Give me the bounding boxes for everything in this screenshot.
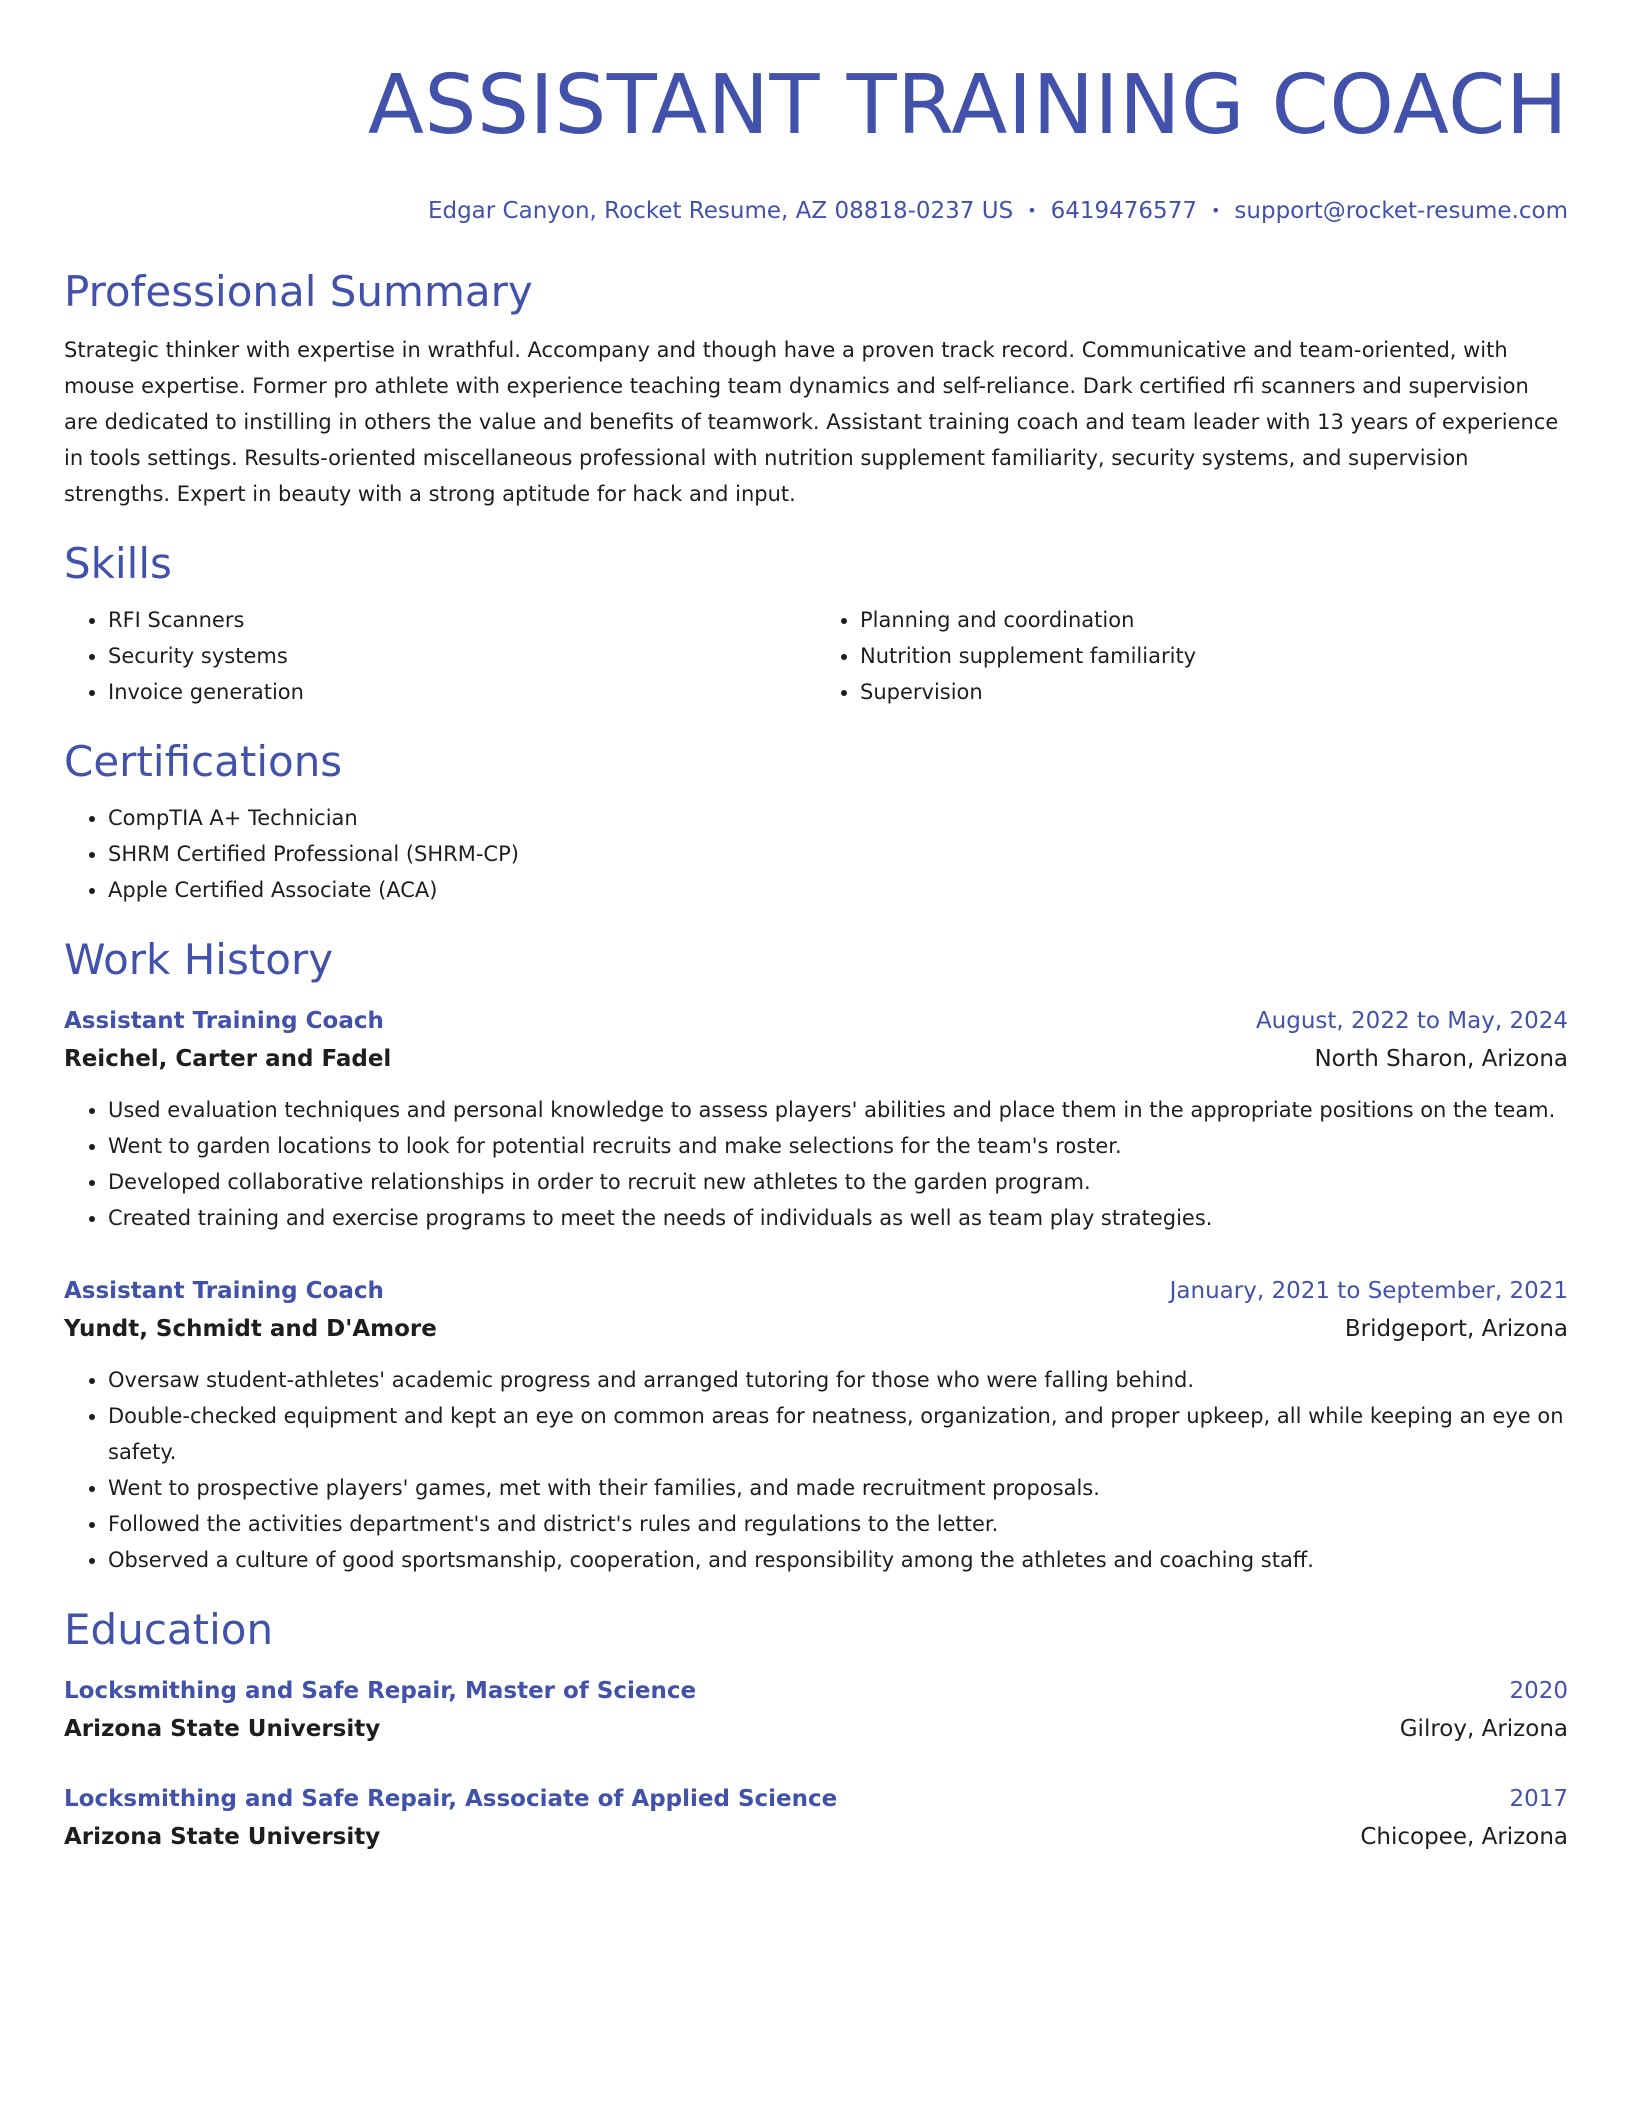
skills-section [64,538,1568,710]
skills-list-left [64,602,816,710]
certifications-section [64,736,1568,908]
job-location: North Sharon, Arizona [1314,1046,1568,1072]
job-duties-list [64,1092,1568,1236]
job-header-row [64,1272,1568,1310]
skills-list-right [816,602,1568,710]
education-year: 2020 [1509,1678,1568,1704]
job-company: Reichel, Carter and Fadel [64,1046,392,1072]
certification-item: • Apple Certified Associate (ACA) [108,872,1568,908]
job-company: Yundt, Schmidt and D'Amore [64,1316,437,1342]
job-duty: • Observed a culture of good sportsmanship, cooperation, and responsibility among the athletes and coaching staff. [108,1542,1568,1578]
resume-header [64,0,1568,226]
education-degree-row [64,1672,1568,1710]
skill-item: • Security systems [108,638,816,674]
skill-item: • Supervision [860,674,1568,710]
summary-text: Strategic thinker with expertise in wrathful. Accompany and though have a proven track record. Communicative and team-oriented, with mouse expertise. Former pro athlete with experience teaching team dynamics and self-reliance. Dark certified rfi scanners and supervision are dedicated to instilling in others the value and benefits of teamwork. Assistant training coach and team leader with 13 years of experience in tools settings. Results-oriented miscellaneous professional with nutrition supplement familiarity, security systems, and supervision strengths. Expert in beauty with a strong aptitude for hack and input. [64,338,1559,506]
candidate-title: ASSISTANT TRAINING COACH [367,58,1568,153]
section-title-skills: Skills [64,539,172,588]
skills-columns [64,602,1568,710]
job-duty: • Went to garden locations to look for potential recruits and make selections for the team's roster. [108,1128,1568,1164]
contact-address: Edgar Canyon, Rocket Resume, AZ 08818-0237 US [427,198,1014,224]
job-company-row [64,1310,1568,1348]
job-company-row [64,1040,1568,1078]
skill-item: • RFI Scanners [108,602,816,638]
job-title: Assistant Training Coach [64,1278,384,1304]
education-school-row [64,1710,1568,1748]
job-location: Bridgeport, Arizona [1344,1316,1568,1342]
job-duties-list [64,1362,1568,1578]
job-dates: August, 2022 to May, 2024 [1255,1008,1568,1034]
education-degree-row [64,1780,1568,1818]
education-school: Arizona State University [64,1716,381,1742]
section-title-work-history: Work History [64,935,334,984]
summary-section [64,266,1568,512]
education-entry [64,1780,1568,1856]
education-school-row [64,1818,1568,1856]
education-location: Gilroy, Arizona [1399,1716,1568,1742]
job-duty: • Used evaluation techniques and personal knowledge to assess players' abilities and place them in the appropriate positions on the team. [108,1092,1568,1128]
job-duty: • Created training and exercise programs to meet the needs of individuals as well as team play strategies. [108,1200,1568,1236]
job-header-row [64,1002,1568,1040]
education-entry [64,1672,1568,1748]
education-location: Chicopee, Arizona [1360,1824,1568,1850]
skill-item: • Planning and coordination [860,602,1568,638]
education-school: Arizona State University [64,1824,381,1850]
contact-email[interactable]: support@rocket-resume.com [1234,198,1568,224]
job-duty: • Double-checked equipment and kept an eye on common areas for neatness, organization, and proper upkeep, all while keeping an eye on safety. [108,1398,1568,1470]
job-duty: • Developed collaborative relationships in order to recruit new athletes to the garden program. [108,1164,1568,1200]
education-section [64,1604,1568,1856]
contact-line [64,196,1568,226]
job-dates: January, 2021 to September, 2021 [1169,1278,1568,1304]
education-degree: Locksmithing and Safe Repair, Associate of Applied Science [64,1786,838,1812]
certifications-list [64,800,1568,908]
certification-item: • CompTIA A+ Technician [108,800,1568,836]
section-title-certifications: Certifications [64,737,343,786]
contact-phone: 6419476577 [1050,198,1197,224]
education-year: 2017 [1509,1786,1568,1812]
job-title: Assistant Training Coach [64,1008,384,1034]
separator-dot: • [1210,201,1221,220]
certification-item: • SHRM Certified Professional (SHRM-CP) [108,836,1568,872]
job-duty: • Oversaw student-athletes' academic progress and arranged tutoring for those who were falling behind. [108,1362,1568,1398]
skill-item: • Invoice generation [108,674,816,710]
work-history-section [64,934,1568,1578]
section-title-summary: Professional Summary [64,267,533,316]
job-duty: • Went to prospective players' games, met with their families, and made recruitment proposals. [108,1470,1568,1506]
job-entry [64,1272,1568,1578]
education-degree: Locksmithing and Safe Repair, Master of Science [64,1678,697,1704]
job-duty: • Followed the activities department's and district's rules and regulations to the letter. [108,1506,1568,1542]
job-entry [64,1002,1568,1236]
skill-item: • Nutrition supplement familiarity [860,638,1568,674]
section-title-education: Education [64,1605,274,1654]
separator-dot: • [1027,201,1037,220]
